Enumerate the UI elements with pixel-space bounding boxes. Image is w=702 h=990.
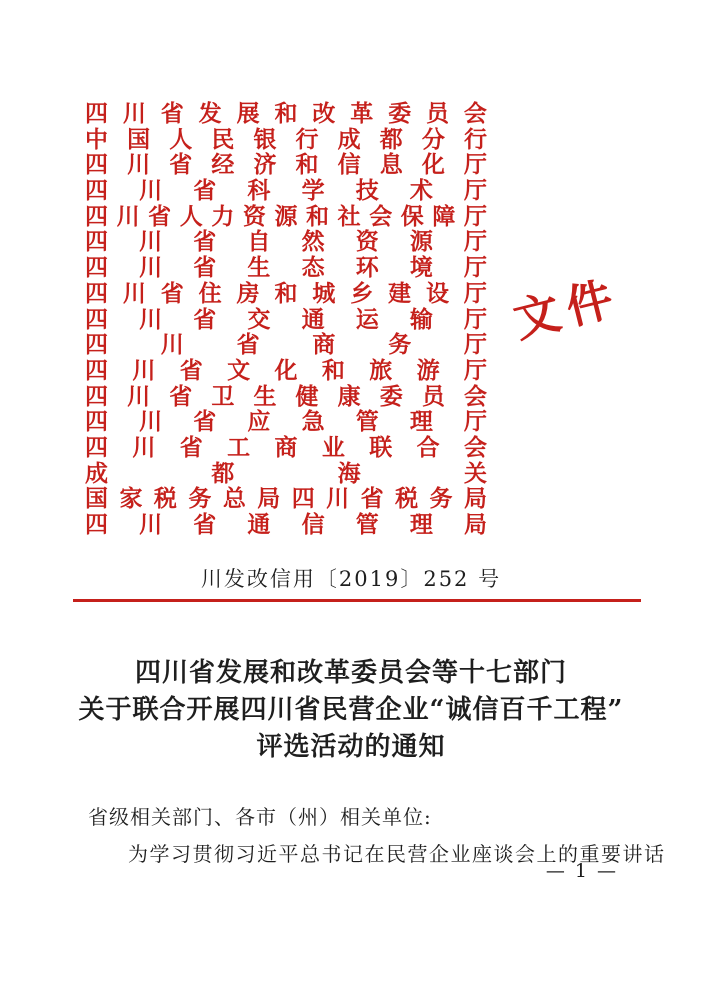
department-row: 四 川 省 工 商 业 联 合 会 bbox=[85, 433, 487, 461]
department-row: 四 川 省 商 务 厅 bbox=[85, 331, 487, 359]
document-stamp-label: 文件 bbox=[508, 269, 627, 349]
department-row: 四 川 省 应 急 管 理 厅 bbox=[85, 408, 487, 436]
department-row: 四 川 省 经 济 和 信 息 化 厅 bbox=[85, 151, 487, 179]
title-line-3: 评选活动的通知 bbox=[256, 732, 446, 762]
red-divider-line bbox=[73, 599, 641, 602]
department-row: 四 川 省 文 化 和 旅 游 厅 bbox=[85, 356, 487, 384]
department-row: 四 川 省 自 然 资 源 厅 bbox=[85, 228, 487, 256]
department-row: 国 家 税 务 总 局 四 川 省 税 务 局 bbox=[85, 485, 487, 513]
department-row: 四 川 省 卫 生 健 康 委 员 会 bbox=[85, 382, 487, 410]
department-row: 四 川 省 住 房 和 城 乡 建 设 厅 bbox=[85, 279, 487, 307]
document-number: 川发改信用〔2019〕252 号 bbox=[200, 567, 502, 591]
department-row: 四 川 省 科 学 技 术 厅 bbox=[85, 177, 487, 205]
title-line-2: 关于联合开展四川省民营企业“诚信百千工程” bbox=[78, 695, 624, 725]
department-row: 中 国 人 民 银 行 成 都 分 行 bbox=[85, 125, 487, 153]
department-row: 四 川 省 发 展 和 改 革 委 员 会 bbox=[85, 100, 487, 127]
department-row: 四 川 省 通 信 管 理 局 bbox=[85, 511, 487, 538]
department-row: 四 川 省 交 通 运 输 厅 bbox=[85, 305, 487, 333]
department-row: 成 都 海 关 bbox=[85, 459, 487, 487]
body-paragraph: 为学习贯彻习近平总书记在民营企业座谈会上的重要讲话 bbox=[128, 842, 666, 866]
document-title bbox=[0, 655, 702, 766]
department-list bbox=[85, 101, 487, 538]
page-number: — 1 — bbox=[545, 860, 618, 882]
salutation-line: 省级相关部门、各市（州）相关单位: bbox=[88, 805, 432, 829]
department-row: 四 川 省 人 力 资 源 和 社 会 保 障 厅 bbox=[85, 202, 487, 230]
title-line-1: 四川省发展和改革委员会等十七部门 bbox=[134, 658, 567, 688]
department-row: 四 川 省 生 态 环 境 厅 bbox=[85, 254, 487, 282]
